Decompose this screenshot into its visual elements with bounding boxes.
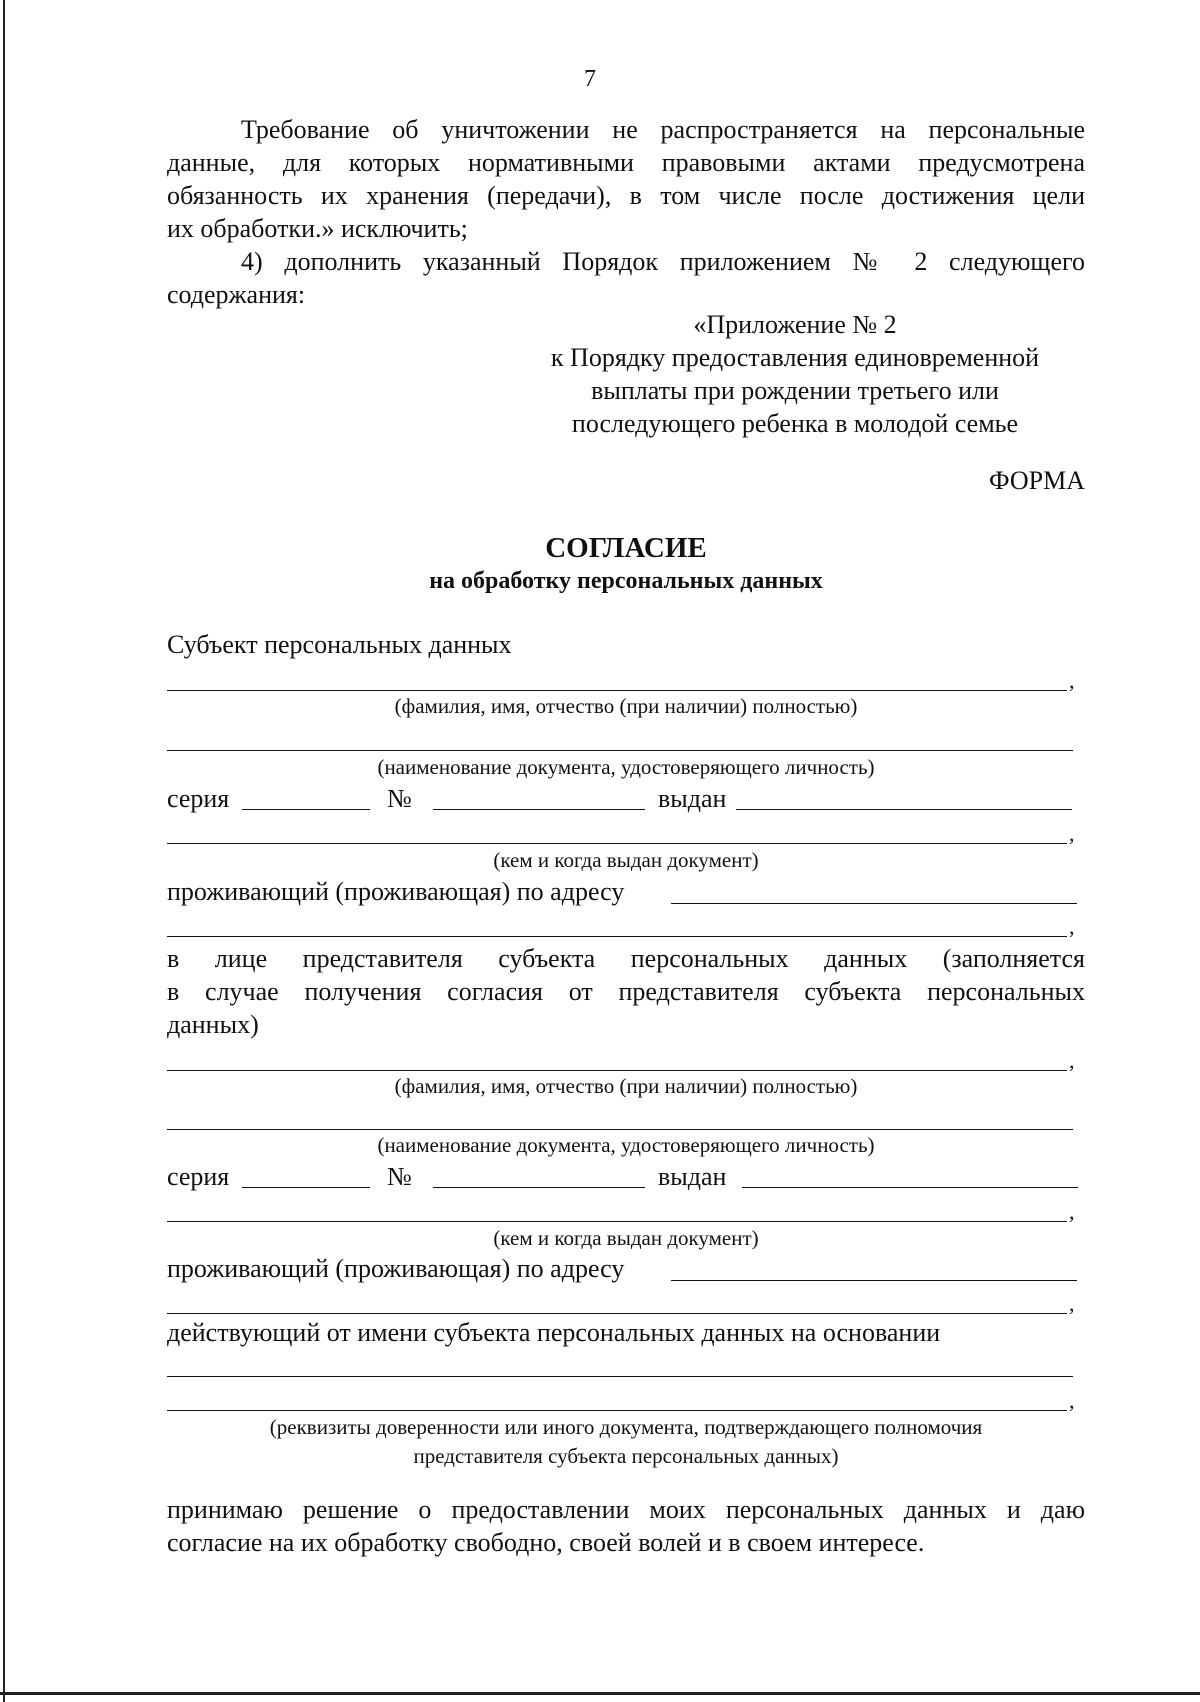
acting-label: действующий от имени субъекта персональных данных на основании bbox=[167, 1318, 941, 1347]
subject-doc-field[interactable] bbox=[167, 750, 1073, 751]
rep-number-field[interactable] bbox=[433, 1187, 645, 1188]
caption-fio: (фамилия, имя, отчество (при наличии) полностью) bbox=[394, 694, 858, 718]
subject-label: Субъект персональных данных bbox=[167, 630, 512, 659]
subject-issued-field[interactable] bbox=[736, 809, 1072, 810]
rep-seria-field[interactable] bbox=[242, 1187, 370, 1188]
comma: , bbox=[1069, 1388, 1075, 1413]
caption-doc: (наименование документа, удостоверяющего личность) bbox=[377, 755, 875, 779]
comma: , bbox=[1069, 1048, 1075, 1073]
representative-text: данных) bbox=[167, 1010, 259, 1039]
rep-fio-field[interactable] bbox=[167, 1070, 1067, 1071]
page-number: 7 bbox=[584, 66, 596, 92]
decision-text: принимаю решение о предоставлении моих персональных данных и даю bbox=[167, 1495, 1085, 1524]
intro-line: обязанность их хранения (передачи), в том числе после достижения цели bbox=[167, 181, 1085, 210]
document-title: СОГЛАСИЕ bbox=[545, 532, 707, 564]
appendix-line: выплаты при рождении третьего или bbox=[591, 376, 999, 405]
residing-label: проживающий (проживающая) по адресу bbox=[167, 1254, 625, 1283]
comma: , bbox=[1069, 821, 1075, 846]
authority-field-2[interactable] bbox=[167, 1410, 1067, 1411]
rep-address-field[interactable] bbox=[671, 1280, 1077, 1281]
intro-line: Требование об уничтожении не распространяется на персональные bbox=[241, 115, 1085, 144]
comma: , bbox=[1069, 1199, 1075, 1224]
comma: , bbox=[1069, 1291, 1075, 1316]
appendix-title: «Приложение № 2 bbox=[693, 310, 897, 339]
issued-label: выдан bbox=[658, 784, 727, 813]
intro-line: 4) дополнить указанный Порядок приложением № 2 следующего bbox=[241, 247, 1085, 276]
subject-number-field[interactable] bbox=[433, 809, 645, 810]
intro-line: их обработки.» исключить; bbox=[167, 214, 468, 243]
caption-doc: (наименование документа, удостоверяющего личность) bbox=[377, 1133, 875, 1157]
appendix-line: последующего ребенка в молодой семье bbox=[571, 409, 1019, 438]
representative-text: в лице представителя субъекта персональных данных (заполняется bbox=[167, 944, 1085, 973]
comma: , bbox=[1069, 668, 1075, 693]
subject-address-field[interactable] bbox=[671, 903, 1077, 904]
subject-issuer-field[interactable] bbox=[167, 843, 1067, 844]
subject-address-field-2[interactable] bbox=[167, 936, 1067, 937]
rep-address-field-2[interactable] bbox=[167, 1313, 1067, 1314]
seria-label: серия bbox=[167, 1162, 230, 1191]
representative-text: в случае получения согласия от представителя субъекта персональных bbox=[167, 977, 1085, 1006]
subject-fio-field[interactable] bbox=[167, 690, 1067, 691]
comma: , bbox=[1069, 914, 1075, 939]
rep-issuer-field[interactable] bbox=[167, 1221, 1067, 1222]
intro-line: содержания: bbox=[167, 280, 306, 309]
rep-doc-field[interactable] bbox=[167, 1129, 1073, 1130]
number-label: № bbox=[387, 1162, 412, 1191]
scan-edge-left bbox=[3, 0, 5, 1702]
document-subtitle: на обработку персональных данных bbox=[429, 568, 823, 594]
caption-issued: (кем и когда выдан документ) bbox=[493, 848, 759, 872]
rep-issued-field[interactable] bbox=[742, 1187, 1078, 1188]
number-label: № bbox=[387, 784, 412, 813]
issued-label: выдан bbox=[658, 1162, 727, 1191]
scan-edge-bottom bbox=[0, 1692, 1200, 1695]
seria-label: серия bbox=[167, 784, 230, 813]
intro-line: данные, для которых нормативными правовыми актами предусмотрена bbox=[167, 148, 1085, 177]
authority-field[interactable] bbox=[167, 1376, 1073, 1377]
caption-power: представителя субъекта персональных данных) bbox=[413, 1444, 839, 1468]
form-label: ФОРМА bbox=[989, 466, 1085, 495]
subject-seria-field[interactable] bbox=[242, 809, 370, 810]
residing-label: проживающий (проживающая) по адресу bbox=[167, 877, 625, 906]
caption-fio: (фамилия, имя, отчество (при наличии) полностью) bbox=[394, 1074, 858, 1098]
decision-text: согласие на их обработку свободно, своей волей и в своем интересе. bbox=[167, 1528, 925, 1557]
caption-power: (реквизиты доверенности или иного документа, подтверждающего полномочия bbox=[269, 1415, 983, 1439]
caption-issued: (кем и когда выдан документ) bbox=[493, 1226, 759, 1250]
appendix-line: к Порядку предоставления единовременной bbox=[550, 343, 1040, 372]
